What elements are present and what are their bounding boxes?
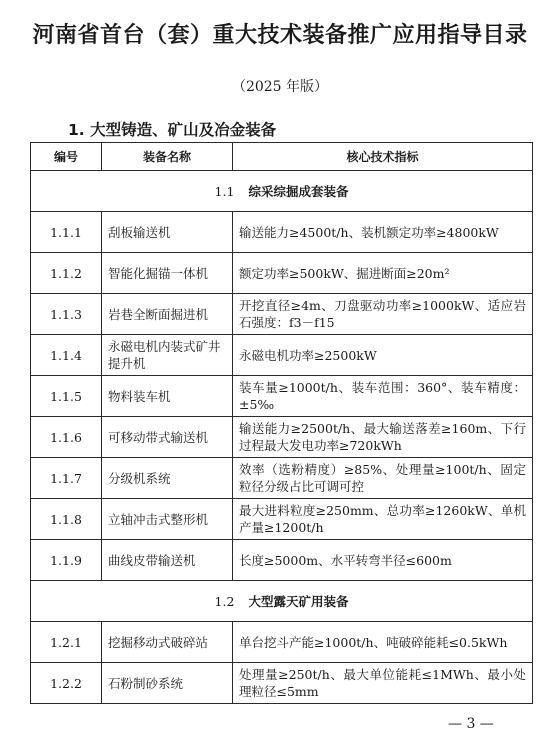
subsection-label: 综采综掘成套装备	[248, 184, 349, 199]
table-row	[31, 417, 533, 458]
row-equipment-name: 刮板输送机	[102, 212, 233, 253]
subsection-number: 1.2	[214, 594, 235, 609]
table-header-row	[31, 143, 533, 171]
row-code: 1.1.8	[31, 499, 102, 540]
row-equipment-name: 曲线皮带输送机	[102, 540, 233, 581]
table-row	[31, 663, 533, 704]
row-code: 1.1.2	[31, 253, 102, 294]
row-equipment-name: 挖掘移动式破碎站	[102, 622, 233, 663]
subsection-number: 1.1	[214, 184, 235, 199]
table-row	[31, 294, 533, 335]
subsection-title	[31, 581, 533, 622]
column-header-spec: 核心技术指标	[233, 143, 533, 171]
row-equipment-name: 永磁电机内装式矿井提升机	[102, 335, 233, 376]
subsection-label: 大型露天矿用装备	[248, 594, 349, 609]
row-code: 1.1.5	[31, 376, 102, 417]
row-equipment-name: 立轴冲击式整形机	[102, 499, 233, 540]
row-code: 1.2.2	[31, 663, 102, 704]
subsection-title	[31, 171, 533, 212]
row-code: 1.2.1	[31, 622, 102, 663]
equipment-catalog-table	[30, 142, 533, 704]
table-row	[31, 335, 533, 376]
row-spec: 输送能力≥2500t/h、最大输送落差≥160m、下行过程最大发电功率≥720kWh	[233, 417, 533, 458]
row-spec: 单台挖斗产能≥1000t/h、吨破碎能耗≤0.5kWh	[233, 622, 533, 663]
row-equipment-name: 可移动带式输送机	[102, 417, 233, 458]
row-spec: 输送能力≥4500t/h、装机额定功率≥4800kW	[233, 212, 533, 253]
table-row	[31, 499, 533, 540]
section-heading: 1. 大型铸造、矿山及冶金装备	[68, 121, 277, 139]
row-spec: 额定功率≥500kW、掘进断面≥20m²	[233, 253, 533, 294]
row-code: 1.1.6	[31, 417, 102, 458]
subsection-row	[31, 581, 533, 622]
row-spec: 处理量≥250t/h、最大单位能耗≤1MWh、最小处理粒径≤5mm	[233, 663, 533, 704]
row-code: 1.1.3	[31, 294, 102, 335]
column-header-code: 编号	[31, 143, 102, 171]
row-spec: 开挖直径≥4m、刀盘驱动功率≥1000kW、适应岩石强度：f3－f15	[233, 294, 533, 335]
row-code: 1.1.4	[31, 335, 102, 376]
table-row	[31, 253, 533, 294]
row-equipment-name: 分级机系统	[102, 458, 233, 499]
row-spec: 装车量≥1000t/h、装车范围：360°、装车精度：±5‰	[233, 376, 533, 417]
row-spec: 最大进料粒度≥250mm、总功率≥1260kW、单机产量≥1200t/h	[233, 499, 533, 540]
page-number: — 3 —	[448, 716, 494, 732]
row-code: 1.1.1	[31, 212, 102, 253]
row-equipment-name: 物料装车机	[102, 376, 233, 417]
table-row	[31, 458, 533, 499]
row-spec: 长度≥5000m、水平转弯半径≤600m	[233, 540, 533, 581]
row-equipment-name: 石粉制砂系统	[102, 663, 233, 704]
row-code: 1.1.7	[31, 458, 102, 499]
row-spec: 效率（选粉精度）≥85%、处理量≥100t/h、固定粒径分级占比可调可控	[233, 458, 533, 499]
row-spec: 永磁电机功率≥2500kW	[233, 335, 533, 376]
table-row	[31, 376, 533, 417]
table-row	[31, 212, 533, 253]
table-row	[31, 540, 533, 581]
table-row	[31, 622, 533, 663]
row-code: 1.1.9	[31, 540, 102, 581]
row-equipment-name: 智能化掘锚一体机	[102, 253, 233, 294]
document-title: 河南省首台（套）重大技术装备推广应用指导目录	[32, 23, 528, 48]
edition-label: （2025 年版）	[231, 79, 329, 95]
row-equipment-name: 岩巷全断面掘进机	[102, 294, 233, 335]
subsection-row	[31, 171, 533, 212]
column-header-name: 装备名称	[102, 143, 233, 171]
